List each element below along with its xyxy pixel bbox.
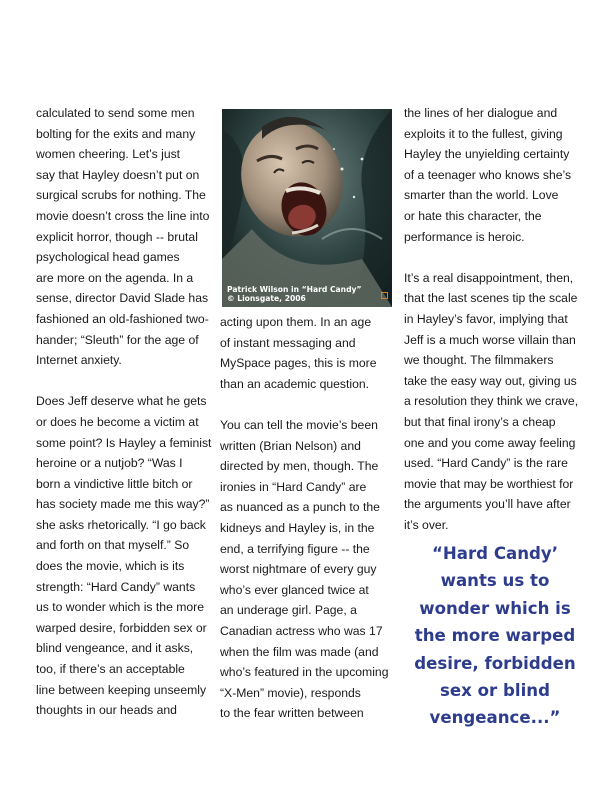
text-line: the lines of her dialogue and (404, 106, 558, 120)
text-line: explicit horror, though -- brutal (36, 229, 198, 244)
text-line: or does he become a victim at (36, 414, 199, 429)
text-line: acting upon them. In an age (220, 315, 372, 329)
text-line: directed by men, though. The (220, 459, 379, 474)
text-line: the arguments you’ll have after (404, 497, 571, 512)
text-line: performance is heroic. (404, 229, 525, 244)
text-line: some point? Is Hayley a feminist (36, 435, 212, 450)
text-line: born a vindictive little bitch or (36, 476, 193, 491)
text-line: written (Brian Nelson) and (220, 438, 361, 453)
text-line: thoughts in our heads and (36, 703, 177, 718)
text-line: are more on the agenda. In a (36, 270, 194, 285)
text-line: to the fear written between (220, 706, 364, 721)
text-line: movie that may be worthiest for (404, 476, 574, 491)
text-line: we thought. The filmmakers (404, 353, 554, 368)
text-line: “X-Men” movie), responds (220, 685, 361, 700)
pull-quote (400, 540, 590, 732)
text-line: Canadian actress who was 17 (220, 623, 383, 638)
text-line: movie doesn’t cross the line into (36, 208, 210, 223)
text-line: who’s ever glanced twice at (220, 582, 369, 597)
paragraph (36, 391, 216, 721)
caption-line: Patrick Wilson in “Hard Candy” (227, 285, 362, 294)
text-line: when the film was made (and (220, 644, 379, 659)
pull-quote-line: “Hard Candy’ (431, 544, 559, 563)
text-line: say that Hayley doesn’t put on (36, 167, 200, 182)
text-line: of a teenager who knows she’s (404, 167, 572, 182)
paragraph (404, 268, 588, 536)
text-line: ironies in “Hard Candy” are (220, 479, 367, 494)
text-line: sense, director David Slade has (36, 291, 209, 306)
text-line: has society made me this way?” (36, 497, 210, 512)
text-line: worst nightmare of every guy (220, 562, 377, 577)
text-line: bolting for the exits and many (36, 126, 196, 141)
text-line: Jeff is a much worse villain than (404, 332, 576, 347)
text-line: heroine or a nutjob? “Was I (36, 456, 183, 471)
text-line: MySpace pages, this is more (220, 356, 377, 371)
movie-still-photo (222, 109, 392, 307)
corner-mark-icon (381, 292, 388, 299)
paragraph (36, 103, 216, 371)
text-line: it’s over. (404, 517, 449, 532)
text-line: warped desire, forbidden sex or (36, 620, 207, 635)
text-line: kidneys and Hayley is, in the (220, 520, 375, 535)
text-line: or hate this character, the (404, 208, 542, 223)
pull-quote-line: desire, forbidden (414, 653, 576, 673)
article-column-1 (36, 103, 216, 721)
text-line: fashioned an old-fashioned two- (36, 311, 209, 326)
photo-illustration (222, 109, 392, 307)
text-line: of instant messaging and (220, 335, 356, 350)
text-line: surgical scrubs for nothing. The (36, 188, 206, 203)
text-line: line between keeping unseemly (36, 682, 207, 697)
text-line: smarter than the world. Love (404, 188, 559, 203)
text-line: hander; “Sleuth” for the age of (36, 332, 199, 347)
text-line: women cheering. Let’s just (36, 147, 181, 162)
text-line: Internet anxiety. (36, 353, 122, 368)
pull-quote-line: sex or blind (440, 681, 550, 701)
text-line: that the last scenes tip the scale (404, 291, 578, 306)
text-line: Hayley the unyielding certainty (404, 147, 570, 162)
text-line: strength: “Hard Candy” wants (36, 579, 196, 594)
text-line: psychological head games (36, 250, 180, 265)
text-line: us to wonder which is the more (36, 600, 204, 615)
article-column-3 (404, 103, 588, 535)
pull-quote-line: wants us to (440, 571, 550, 591)
text-line: who’s featured in the upcoming (220, 665, 389, 680)
text-line: used. “Hard Candy” is the rare (404, 456, 568, 471)
text-line: calculated to send some men (36, 106, 195, 120)
paragraph (220, 415, 402, 724)
paragraph (404, 103, 588, 247)
text-line: and forth on that myself.” So (36, 538, 190, 553)
text-line: than an academic question. (220, 376, 370, 391)
text-line: in Hayley’s favor, implying that (404, 311, 568, 326)
text-line: she asks rhetorically. “I go back (36, 517, 206, 532)
text-line: one and you come away feeling (404, 435, 576, 450)
text-line: exploits it to the fullest, giving (404, 126, 563, 141)
text-line: Does Jeff deserve what he gets (36, 394, 207, 409)
paragraph (220, 312, 402, 394)
photo-caption (227, 285, 361, 303)
text-line: an underage girl. Page, a (220, 603, 357, 618)
text-line: a resolution they think we crave, (404, 394, 579, 409)
text-line: too, if there’s an acceptable (36, 662, 185, 677)
text-line: take the easy way out, giving us (404, 373, 577, 388)
text-line: You can tell the movie’s been (220, 417, 378, 432)
pull-quote-line: the more warped (414, 626, 576, 646)
text-line: does the movie, which is its (36, 559, 185, 574)
text-line: blind vengeance, and it asks, (36, 641, 194, 656)
pull-quote-line: wonder which is (419, 598, 571, 618)
text-line: end, a terrifying figure -- the (220, 541, 370, 556)
article-column-2 (220, 312, 402, 724)
text-line: but that final irony’s a cheap (404, 414, 556, 429)
caption-line: © Lionsgate, 2006 (227, 294, 306, 303)
pull-quote-line: vengeance...” (429, 708, 561, 728)
text-line: It’s a real disappointment, then, (404, 270, 574, 285)
text-line: as nuanced as a punch to the (220, 500, 380, 515)
